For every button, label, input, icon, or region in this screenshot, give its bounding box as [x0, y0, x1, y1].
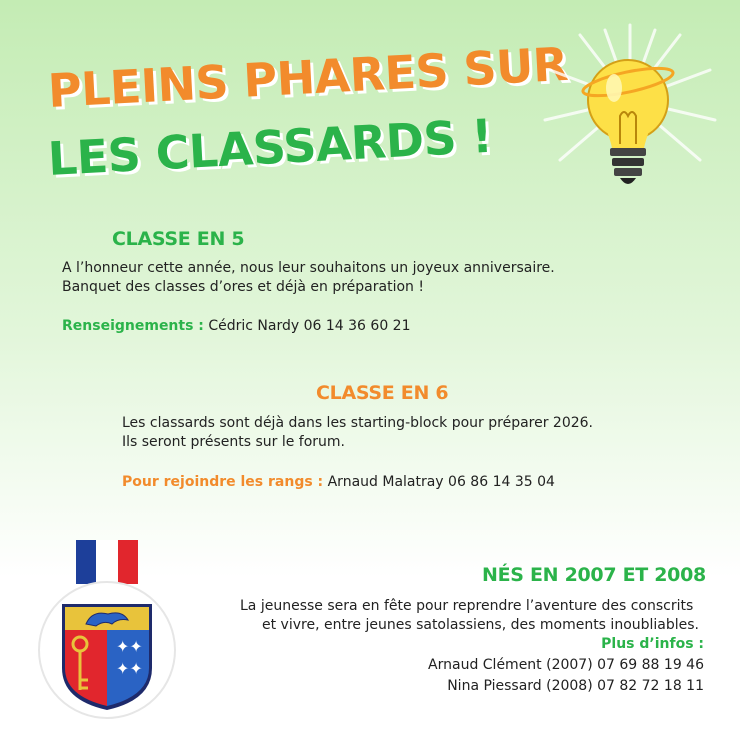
classe5-line-2: Banquet des classes d’ores et déjà en préparation !	[62, 279, 424, 295]
nes-line-2: et vivre, entre jeunes satolassiens, des moments inoubliables.	[262, 617, 700, 633]
title-line-1: PLEINS PHARES SUR	[46, 36, 570, 118]
nes-info-label: Plus d’infos :	[601, 636, 704, 652]
classe5-line-1: A l’honneur cette année, nous leur souhaitons un joyeux anniversaire.	[62, 260, 555, 276]
nes-contact-1: Arnaud Clément (2007) 07 69 88 19 46	[428, 657, 704, 673]
svg-text:✦✦: ✦✦	[116, 659, 143, 678]
lightbulb-icon	[540, 20, 720, 200]
classe6-line-1: Les classards sont déjà dans les starting-block pour préparer 2026.	[122, 415, 594, 431]
classe5-heading: CLASSE EN 5	[112, 228, 245, 250]
classe6-contact-value: Arnaud Malatray 06 86 14 35 04	[327, 474, 555, 490]
classe6-heading: CLASSE EN 6	[316, 382, 449, 404]
svg-text:✦✦: ✦✦	[116, 637, 143, 656]
coat-of-arms-medal-icon	[36, 540, 178, 720]
classe6-contact	[122, 472, 555, 493]
classe5-contact	[62, 316, 410, 337]
nes-contact-2: Nina Piessard (2008) 07 82 72 18 11	[447, 678, 704, 694]
classe6-line-2: Ils seront présents sur le forum.	[122, 434, 345, 450]
classe6-contact-label: Pour rejoindre les rangs :	[122, 474, 324, 490]
classe5-contact-label: Renseignements :	[62, 318, 204, 334]
classe5-contact-value: Cédric Nardy 06 14 36 60 21	[208, 318, 411, 334]
nes-heading: NÉS EN 2007 ET 2008	[482, 564, 706, 586]
nes-line-1: La jeunesse sera en fête pour reprendre l’aventure des conscrits	[240, 598, 694, 614]
title-line-2: LES CLASSARDS !	[46, 108, 494, 186]
